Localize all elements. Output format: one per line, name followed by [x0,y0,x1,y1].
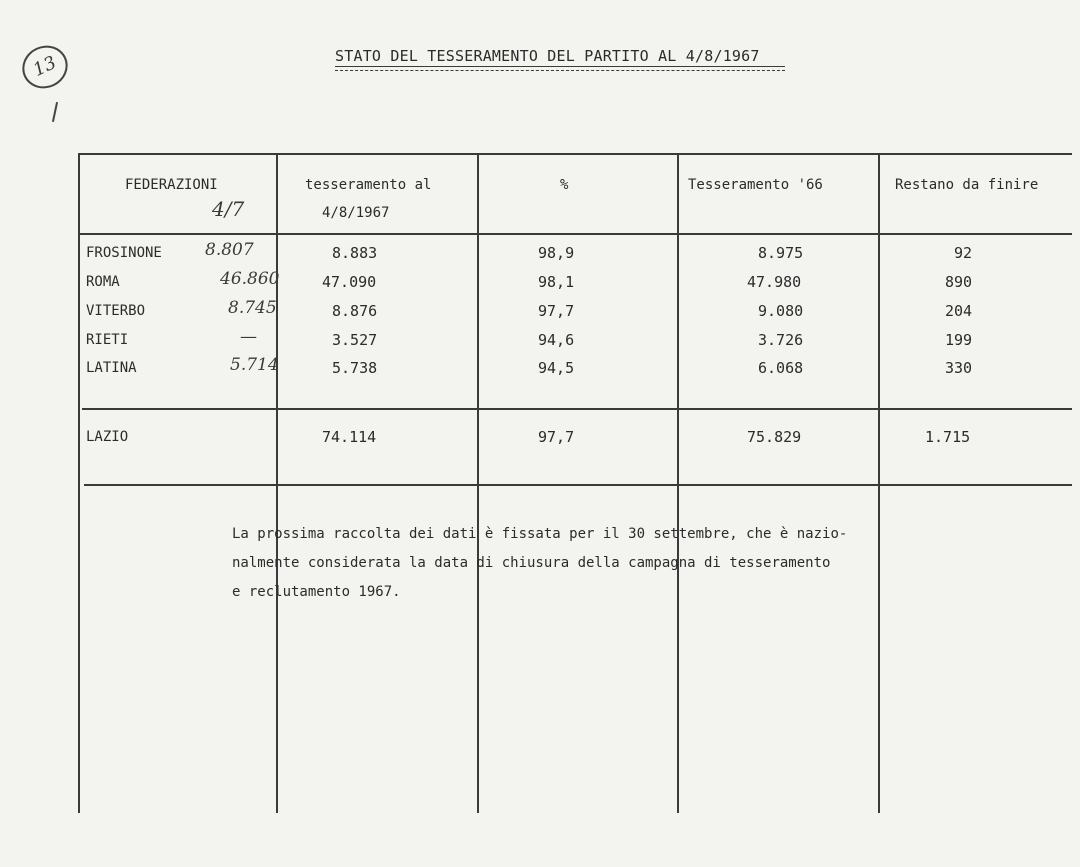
cell-handwritten-count: 5.714 [230,355,279,375]
cell-tesseramento: 3.527 [332,331,378,349]
header-restano: Restano da finire [895,177,1039,193]
header-federazioni: FEDERAZIONI [125,177,218,193]
cell-tesseramento-66: 6.068 [758,359,804,377]
cell-tesseramento: 8.883 [332,244,378,262]
note-line-1: La prossima raccolta dei dati è fissata per il 30 settembre, che è nazio- [232,526,848,542]
table-top-border [78,153,1072,155]
cell-tesseramento: 8.876 [332,302,378,320]
document-title: STATO DEL TESSERAMENTO DEL PARTITO AL 4/8/1967 [335,47,760,65]
cell-percent: 98,1 [538,273,575,291]
header-separator [80,233,1072,235]
column-divider-3 [677,153,679,813]
cell-restano: 330 [945,359,973,377]
note-line-3: e reclutamento 1967. [232,584,401,600]
cell-handwritten-count: — [240,327,257,347]
cell-tesseramento-66: 3.726 [758,331,804,349]
cell-tesseramento: 47.090 [322,273,377,291]
cell-percent: 98,9 [538,244,575,262]
cell-federazione: LATINA [86,360,137,376]
title-underline [335,66,785,71]
cell-percent: 94,5 [538,359,575,377]
pen-tick-mark [52,102,58,122]
header-tesseramento-line1: tesseramento al [305,177,432,193]
header-percent: % [560,177,569,193]
cell-federazione: ROMA [86,274,120,290]
cell-restano: 92 [954,244,973,262]
cell-tesseramento: 5.738 [332,359,378,377]
note-line-2: nalmente considerata la data di chiusura della campagna di tesseramento [232,555,831,571]
cell-percent: 94,6 [538,331,575,349]
cell-restano-total: 1.715 [925,428,971,446]
cell-restano: 204 [945,302,973,320]
cell-handwritten-count: 8.807 [205,240,254,260]
header-tesseramento-66: Tesseramento '66 [688,177,823,193]
header-handwritten-date: 4/7 [212,197,245,221]
cell-handwritten-count: 8.745 [228,298,277,318]
cell-restano: 890 [945,273,973,291]
column-divider-1 [276,153,278,813]
cell-federazione: RIETI [86,332,129,348]
column-divider-4 [878,153,880,813]
cell-tesseramento-66: 47.980 [747,273,802,291]
cell-tesseramento-66: 9.080 [758,302,804,320]
cell-restano: 199 [945,331,973,349]
cell-percent-total: 97,7 [538,428,575,446]
header-tesseramento-line2: 4/8/1967 [322,205,390,221]
cell-federazione: VITERBO [86,303,146,319]
cell-handwritten-count: 46.860 [220,269,280,289]
cell-federazione: FROSINONE [86,245,162,261]
table-bottom-border [84,484,1072,486]
column-divider-2 [477,153,479,813]
total-separator [82,408,1072,410]
cell-tesseramento-66: 8.975 [758,244,804,262]
cell-federazione-total: LAZIO [86,429,129,445]
cell-percent: 97,7 [538,302,575,320]
column-divider-0 [78,153,80,813]
cell-tesseramento-66-total: 75.829 [747,428,802,446]
cell-tesseramento-total: 74.114 [322,428,377,446]
page-number-mark: 13 [15,38,74,96]
